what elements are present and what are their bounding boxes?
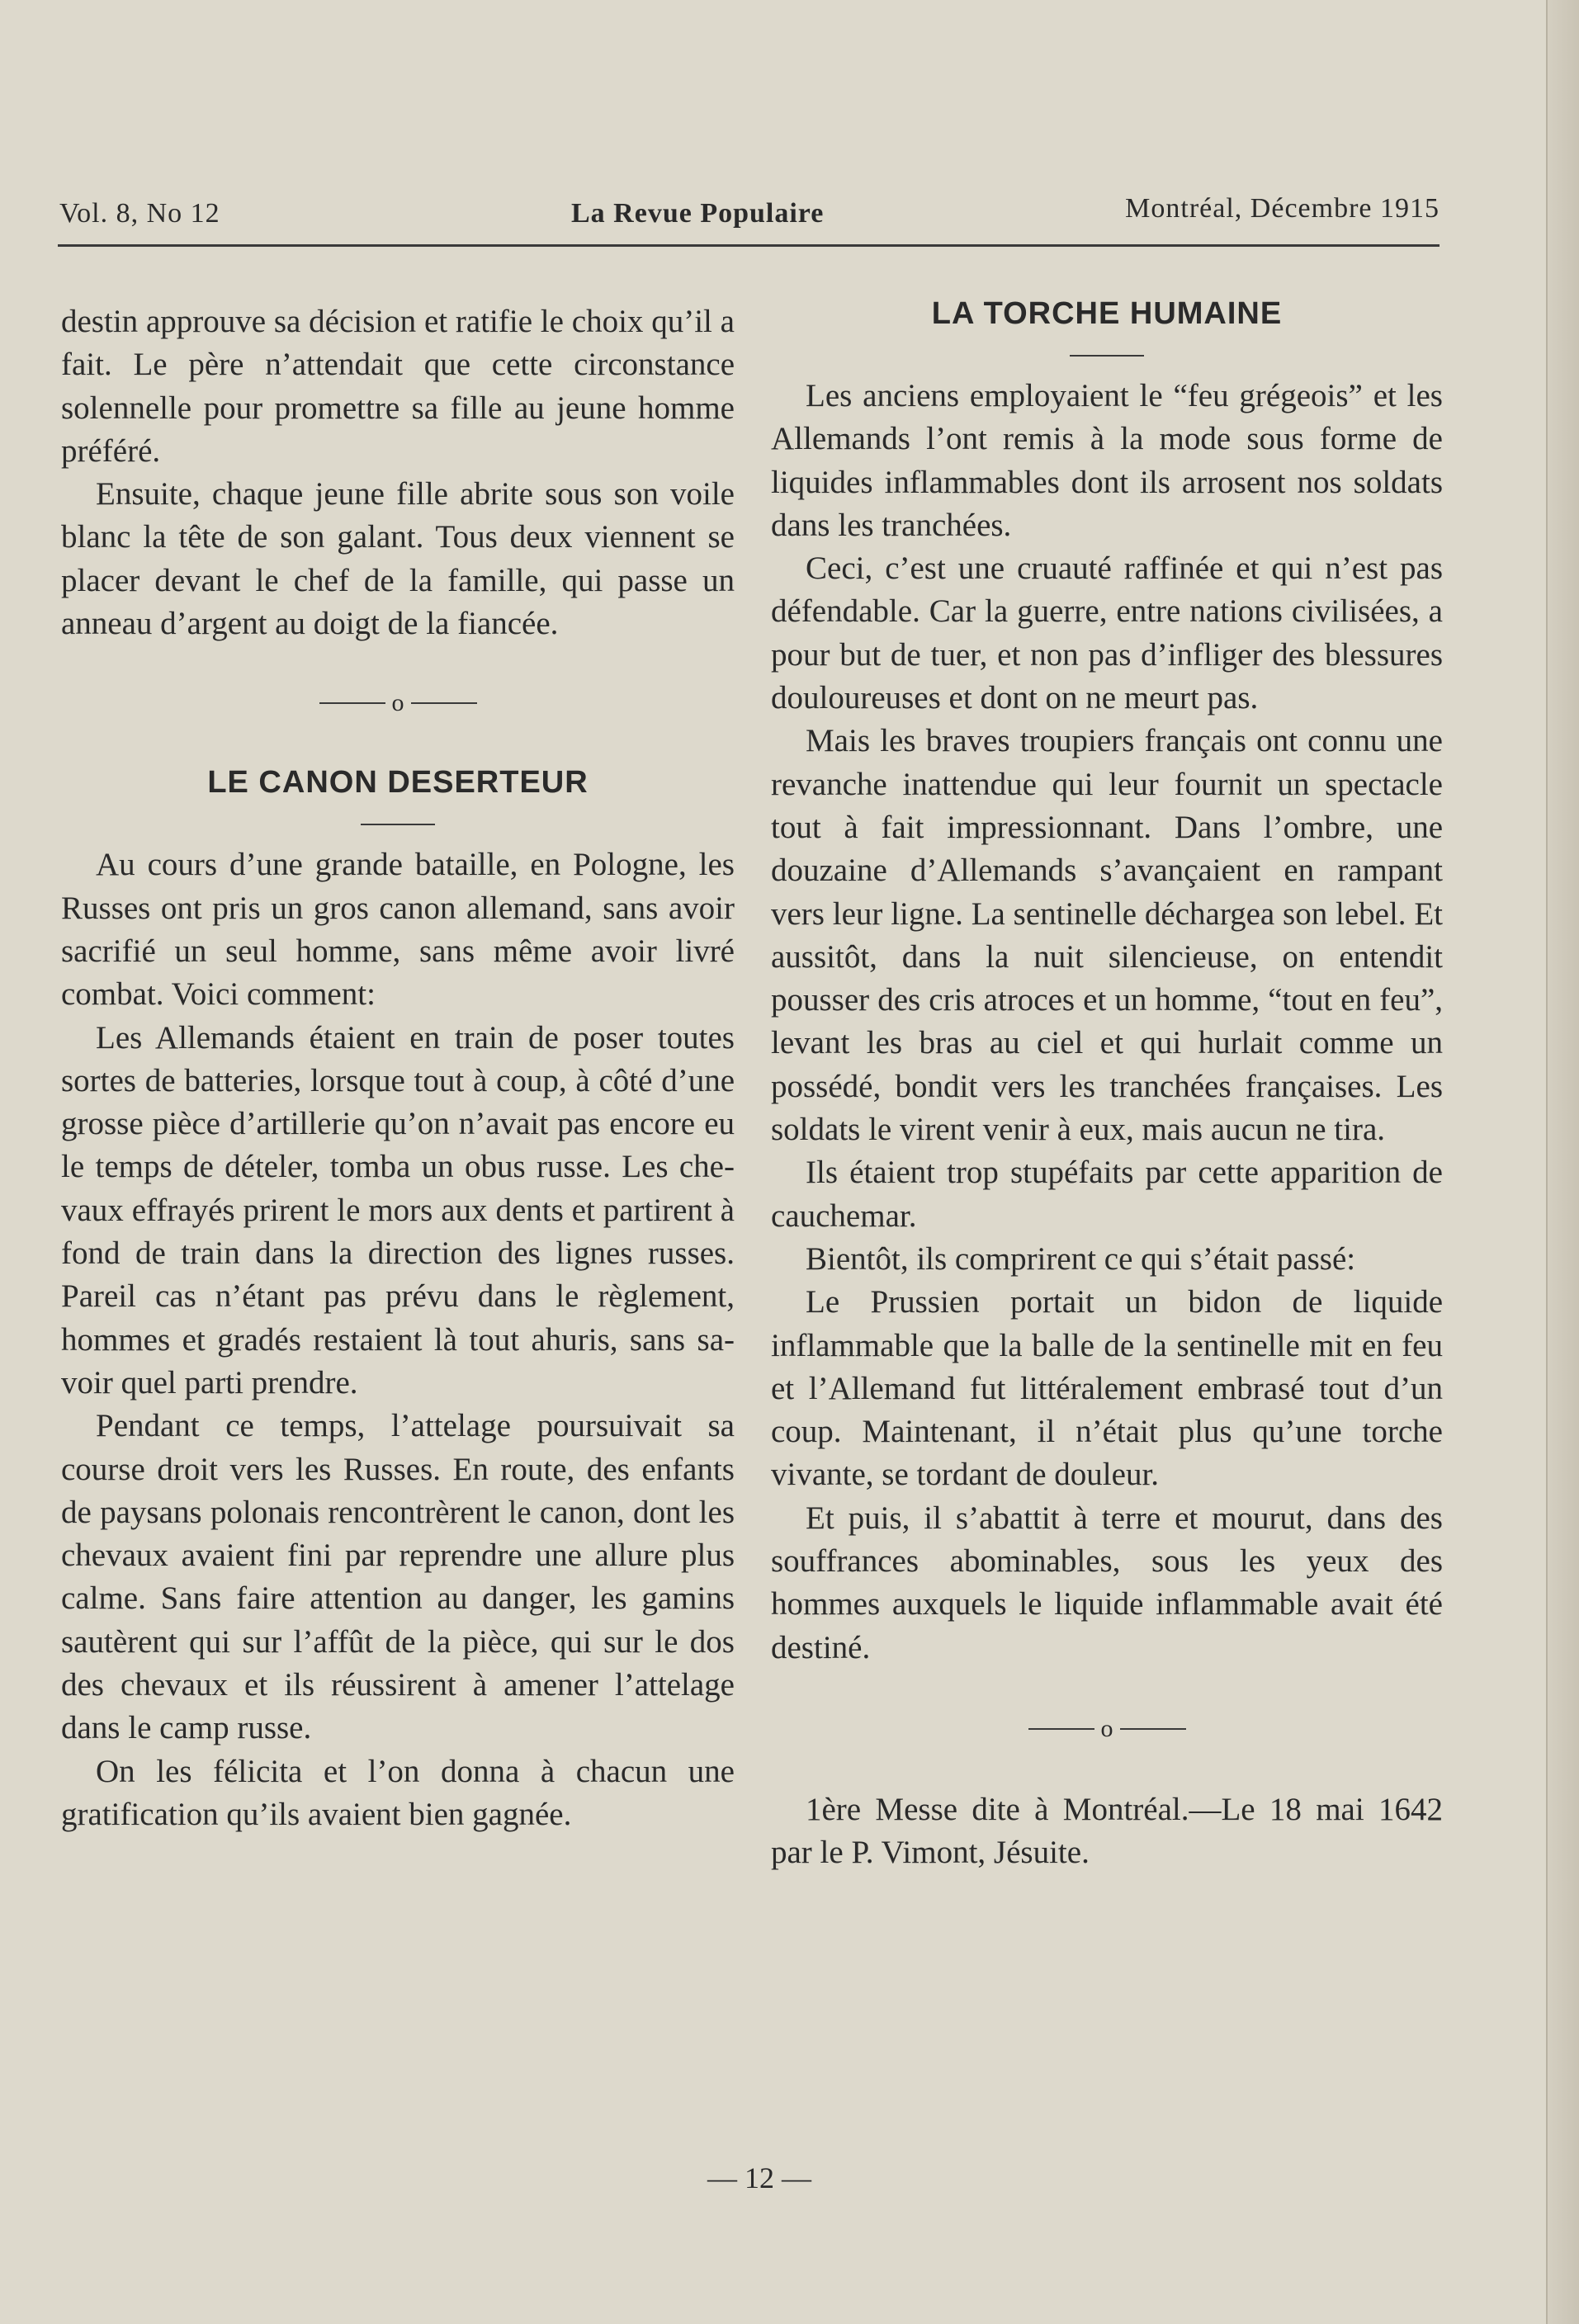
separator-mark: o: [391, 689, 404, 717]
paragraph: Ils étaient trop stupéfaits par cette apparition de cauchemar.: [771, 1155, 1443, 1234]
paragraph: Les anciens employaient le “feu grégeois” et les Allemands l’ont remis à la mode sous forme de liquides inflammables dont ils arrosent nos soldats dans les tranchées.: [771, 378, 1443, 543]
paragraph: Bientôt, ils comprirent ce qui s’était passé:: [806, 1240, 1356, 1277]
page-number: — 12 —: [707, 2161, 811, 2194]
place-date: Montréal, Décembre 1915: [1125, 193, 1440, 224]
article-title: LE CANON DESERTEUR: [207, 765, 589, 801]
separator-mark: o: [1100, 1714, 1113, 1742]
section-separator: [771, 1708, 1443, 1750]
article-title: LA TORCHE HUMAINE: [931, 296, 1283, 331]
paragraph: Les Allemands étaient en train de poser toutes sortes de batteries, lorsque tout à coup, à côté d’une grosse pièce d’artillerie qu’on n’avait pas encore eu le temps de dételer, tomba un obus russe. Les chevaux effrayés prirent le mors aux dents et partirent à fond de train dans la direction des lignes russes. Pareil cas n’étant pas prévu dans le règlement, hommes et gradés restaient là tout ahuris, sans savoir quel parti prendre.: [61, 1019, 735, 1401]
paragraph: Pendant ce temps, l’attelage poursuivait sa course droit vers les Russes. En route, des enfants de paysans polonais rencontrèrent le canon, dont les chevaux avaient fini par reprendre une allure plus calme. Sans faire attention au danger, les gamins sautèrent qui sur l’affût de la pièce, qui sur le dos des chevaux et ils réussirent à amener l’attelage dans le camp russe.: [61, 1408, 735, 1746]
paragraph: destin approuve sa décision et ratifie le choix qu’il a fait. Le père n’attendait que cette circonstance solennelle pour promettre sa fille au jeune homme préféré.: [61, 304, 735, 469]
publication-title: La Revue Populaire: [571, 198, 825, 229]
historical-note: 1ère Messe dite à Montréal.—Le 18 mai 1642 par le P. Vimont, Jésuite.: [771, 1791, 1443, 1871]
left-column: [61, 300, 735, 1836]
header-rule: [58, 244, 1440, 247]
paragraph: Au cours d’une grande bataille, en Pologne, les Russes ont pris un gros canon allemand, sans avoir sacrifié un seul homme, sans même avoir livré combat. Voici comment:: [61, 847, 735, 1013]
paragraph: Mais les braves troupiers français ont connu une revanche inattendue qui leur fournit un spectacle tout à fait impressionnant. Dans l’ombre, une douzaine d’Allemands s’avançaient en rampant vers leur ligne. La sentinelle déchargea son lebel. Et aussitôt, dans la nuit silencieuse, on entendit pousser des cris atroces et un homme, “tout en feu”, levant les bras au ciel et qui hurlait comme un possédé, bondit vers les tranchées françaises. Les soldats le virent venir à eux, mais aucun ne tira.: [771, 723, 1443, 1148]
paragraph: On les félicita et l’on donna à chacun une gratification qu’ils avaient bien gagnée.: [61, 1753, 735, 1832]
title-rule: [1070, 355, 1144, 357]
right-column: [771, 292, 1443, 1875]
section-separator: [61, 682, 735, 725]
paragraph: Et puis, il s’abattit à terre et mourut, dans des souffrances abominables, sous les yeux des hommes auxquels le liquide inflammable avait été destiné.: [771, 1500, 1443, 1665]
page-header: [59, 191, 1440, 241]
paragraph: Le Prussien portait un bidon de liquide inflammable que la balle de la sentinelle mit en feu et l’Allemand fut littéralement embrasé tout d’un coup. Maintenant, il n’était plus qu’une torche vivante, se tordant de douleur.: [771, 1284, 1443, 1493]
page-edge: [1546, 0, 1579, 2324]
paragraph: Ensuite, chaque jeune fille abrite sous son voile blanc la tête de son galant. Tous deux viennent se placer devant le chef de la famille, qui passe un anneau d’argent au doigt de la fiancée.: [61, 476, 735, 642]
volume-number: Vol. 8, No 12: [59, 198, 220, 229]
paragraph: Ceci, c’est une cruauté raffinée et qui n’est pas défendable. Car la guerre, entre nations civilisées, a pour but de tuer, et non pas d’infliger des blessures douloureuses et dont on ne meurt pas.: [771, 550, 1443, 716]
title-rule: [361, 824, 435, 825]
